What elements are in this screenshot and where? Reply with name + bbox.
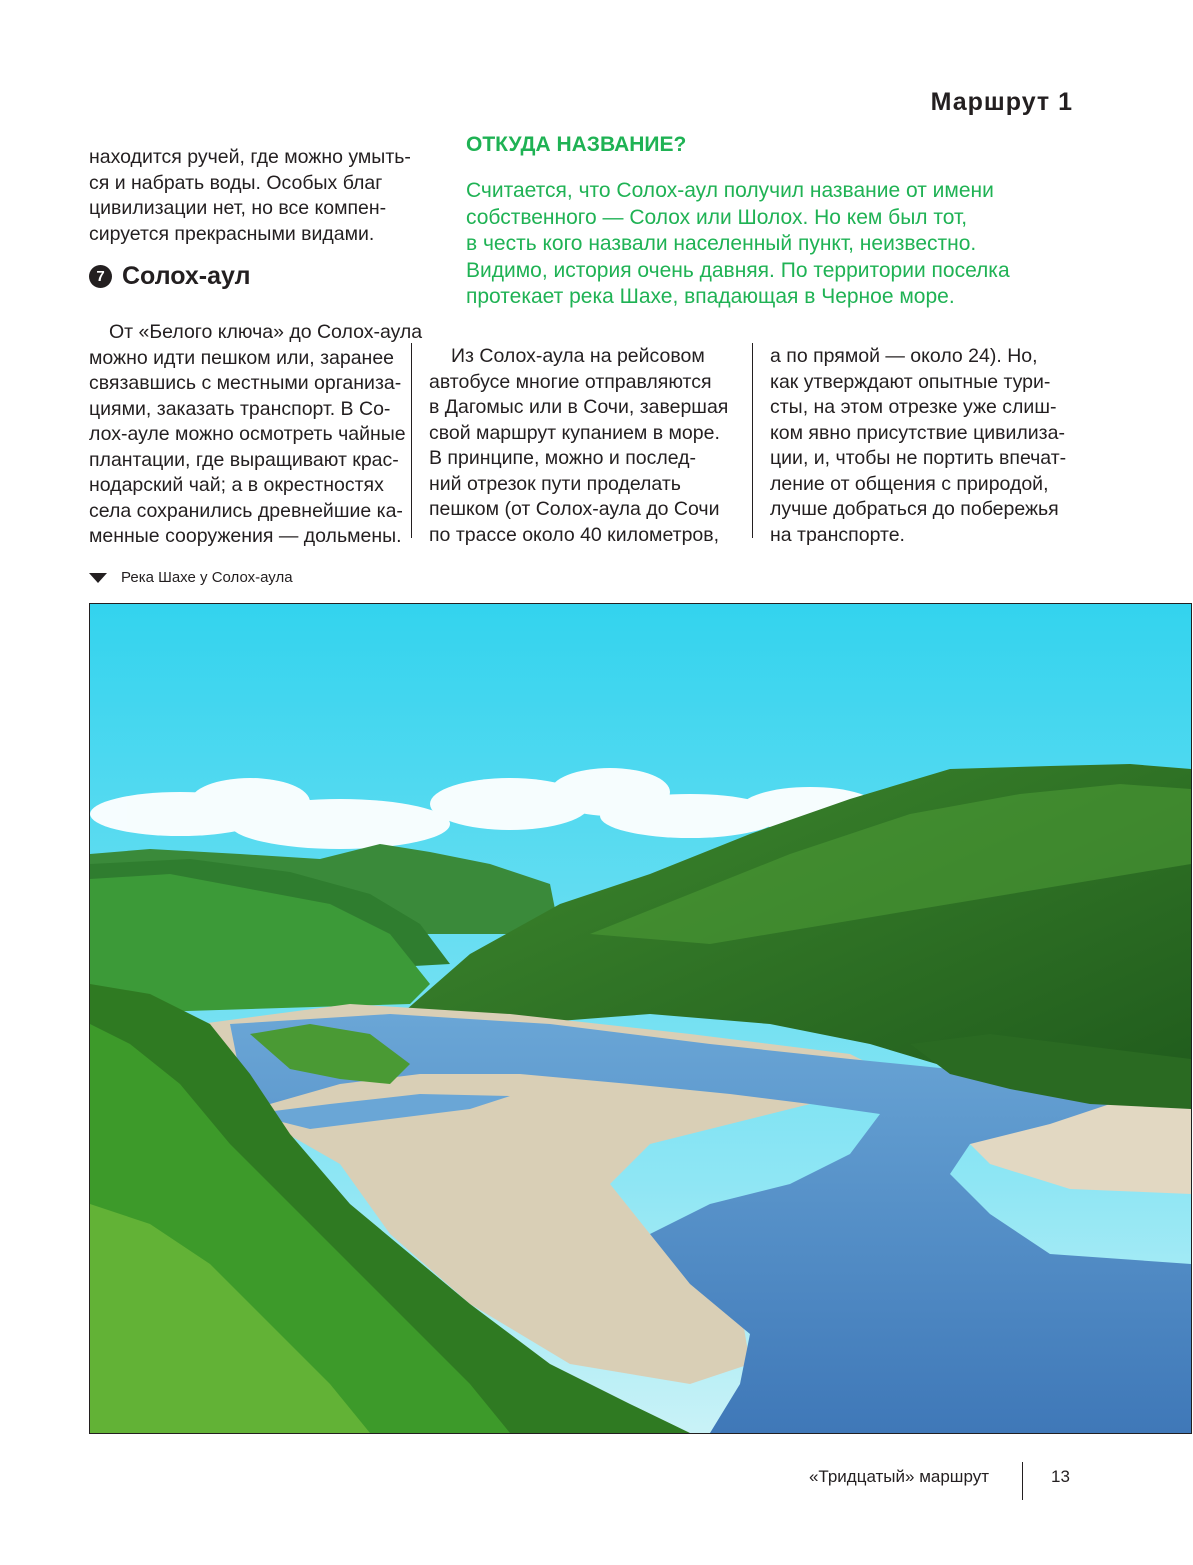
text-line: цивилизации нет, но все компен-: [89, 197, 387, 219]
text-line: циями, заказать транспорт. В Со-: [89, 397, 391, 420]
text-line: можно идти пешком или, заранее: [89, 346, 395, 369]
text-line: как утверждают опытные тури-: [770, 370, 1051, 393]
text-line: по трассе около 40 километров,: [429, 523, 720, 546]
text-line: села сохранились древнейшие ка-: [89, 499, 403, 522]
sidebar-line: собственного — Солох или Шолох. Но кем был тот,: [466, 205, 968, 229]
text-line: сты, на этом отрезке уже слиш-: [770, 396, 1057, 418]
text-line: плантации, где выращивают крас-: [89, 448, 399, 471]
route-label: Маршрут 1: [930, 88, 1073, 116]
sidebar-line: Видимо, история очень давняя. По территории поселка: [466, 258, 1010, 282]
text-line: связавшись с местными организа-: [89, 372, 402, 394]
sidebar-title: ОТКУДА НАЗВАНИЕ?: [466, 133, 687, 156]
text-line: автобусе многие отправляются: [429, 370, 712, 393]
text-line: ком явно присутствие цивилиза-: [770, 421, 1065, 444]
text-line: ции, и, чтобы не портить впечат-: [770, 447, 1067, 469]
sidebar-line: Считается, что Солох-аул получил название от имени: [466, 179, 994, 202]
text-line: ний отрезок пути проделать: [429, 472, 681, 495]
sidebar-line: протекает река Шахе, впадающая в Черное море.: [466, 285, 955, 308]
text-line: лох-ауле можно осмотреть чайные: [89, 423, 406, 445]
photo-caption: [89, 569, 293, 586]
text-line: пешком (от Солох-аула до Сочи: [429, 498, 720, 520]
text-line: Из Солох-аула на рейсовом: [451, 345, 705, 367]
column-2-text: [429, 344, 728, 548]
text-line: От «Белого ключа» до Солох-аула: [109, 321, 423, 343]
text-line: а по прямой — около 24). Но,: [770, 345, 1038, 367]
text-line: ся и набрать воды. Особых благ: [89, 171, 383, 194]
text-line: лучше добраться до побережья: [770, 498, 1059, 520]
text-line: свой маршрут купанием в море.: [429, 421, 720, 444]
footer-divider: [1022, 1462, 1023, 1500]
col1-top-text: [89, 145, 411, 247]
text-line: находится ручей, где можно умыть-: [89, 146, 411, 168]
photo-caption-text: Река Шахе у Солох-аула: [121, 569, 293, 586]
section-number-badge: 7: [89, 265, 112, 288]
text-line: в Дагомыс или в Сочи, завершая: [429, 396, 729, 418]
sidebar-text: [466, 178, 1010, 311]
column-divider: [752, 343, 753, 538]
river-landscape-illustration: [90, 604, 1191, 1433]
text-line: на транспорте.: [770, 523, 905, 546]
footer-book-title: «Тридцатый» маршрут: [808, 1467, 989, 1486]
text-line: ление от общения с природой,: [770, 472, 1049, 495]
river-photo: [89, 603, 1192, 1434]
text-line: нодарский чай; а в окрестностях: [89, 474, 384, 496]
section-title: Солох-аул: [122, 262, 251, 290]
column-divider: [411, 343, 412, 538]
sidebar-line: в честь кого назвали населенный пункт, неизвестно.: [466, 232, 977, 255]
column-3-text: [770, 344, 1066, 548]
text-line: сируется прекрасными видами.: [89, 222, 375, 245]
section-heading: [89, 262, 251, 291]
column-1-text: [89, 320, 422, 550]
text-line: В принципе, можно и послед-: [429, 447, 697, 469]
page-number: 13: [1051, 1467, 1070, 1486]
triangle-down-icon: [89, 573, 107, 583]
text-line: менные сооружения — дольмены.: [89, 525, 402, 547]
